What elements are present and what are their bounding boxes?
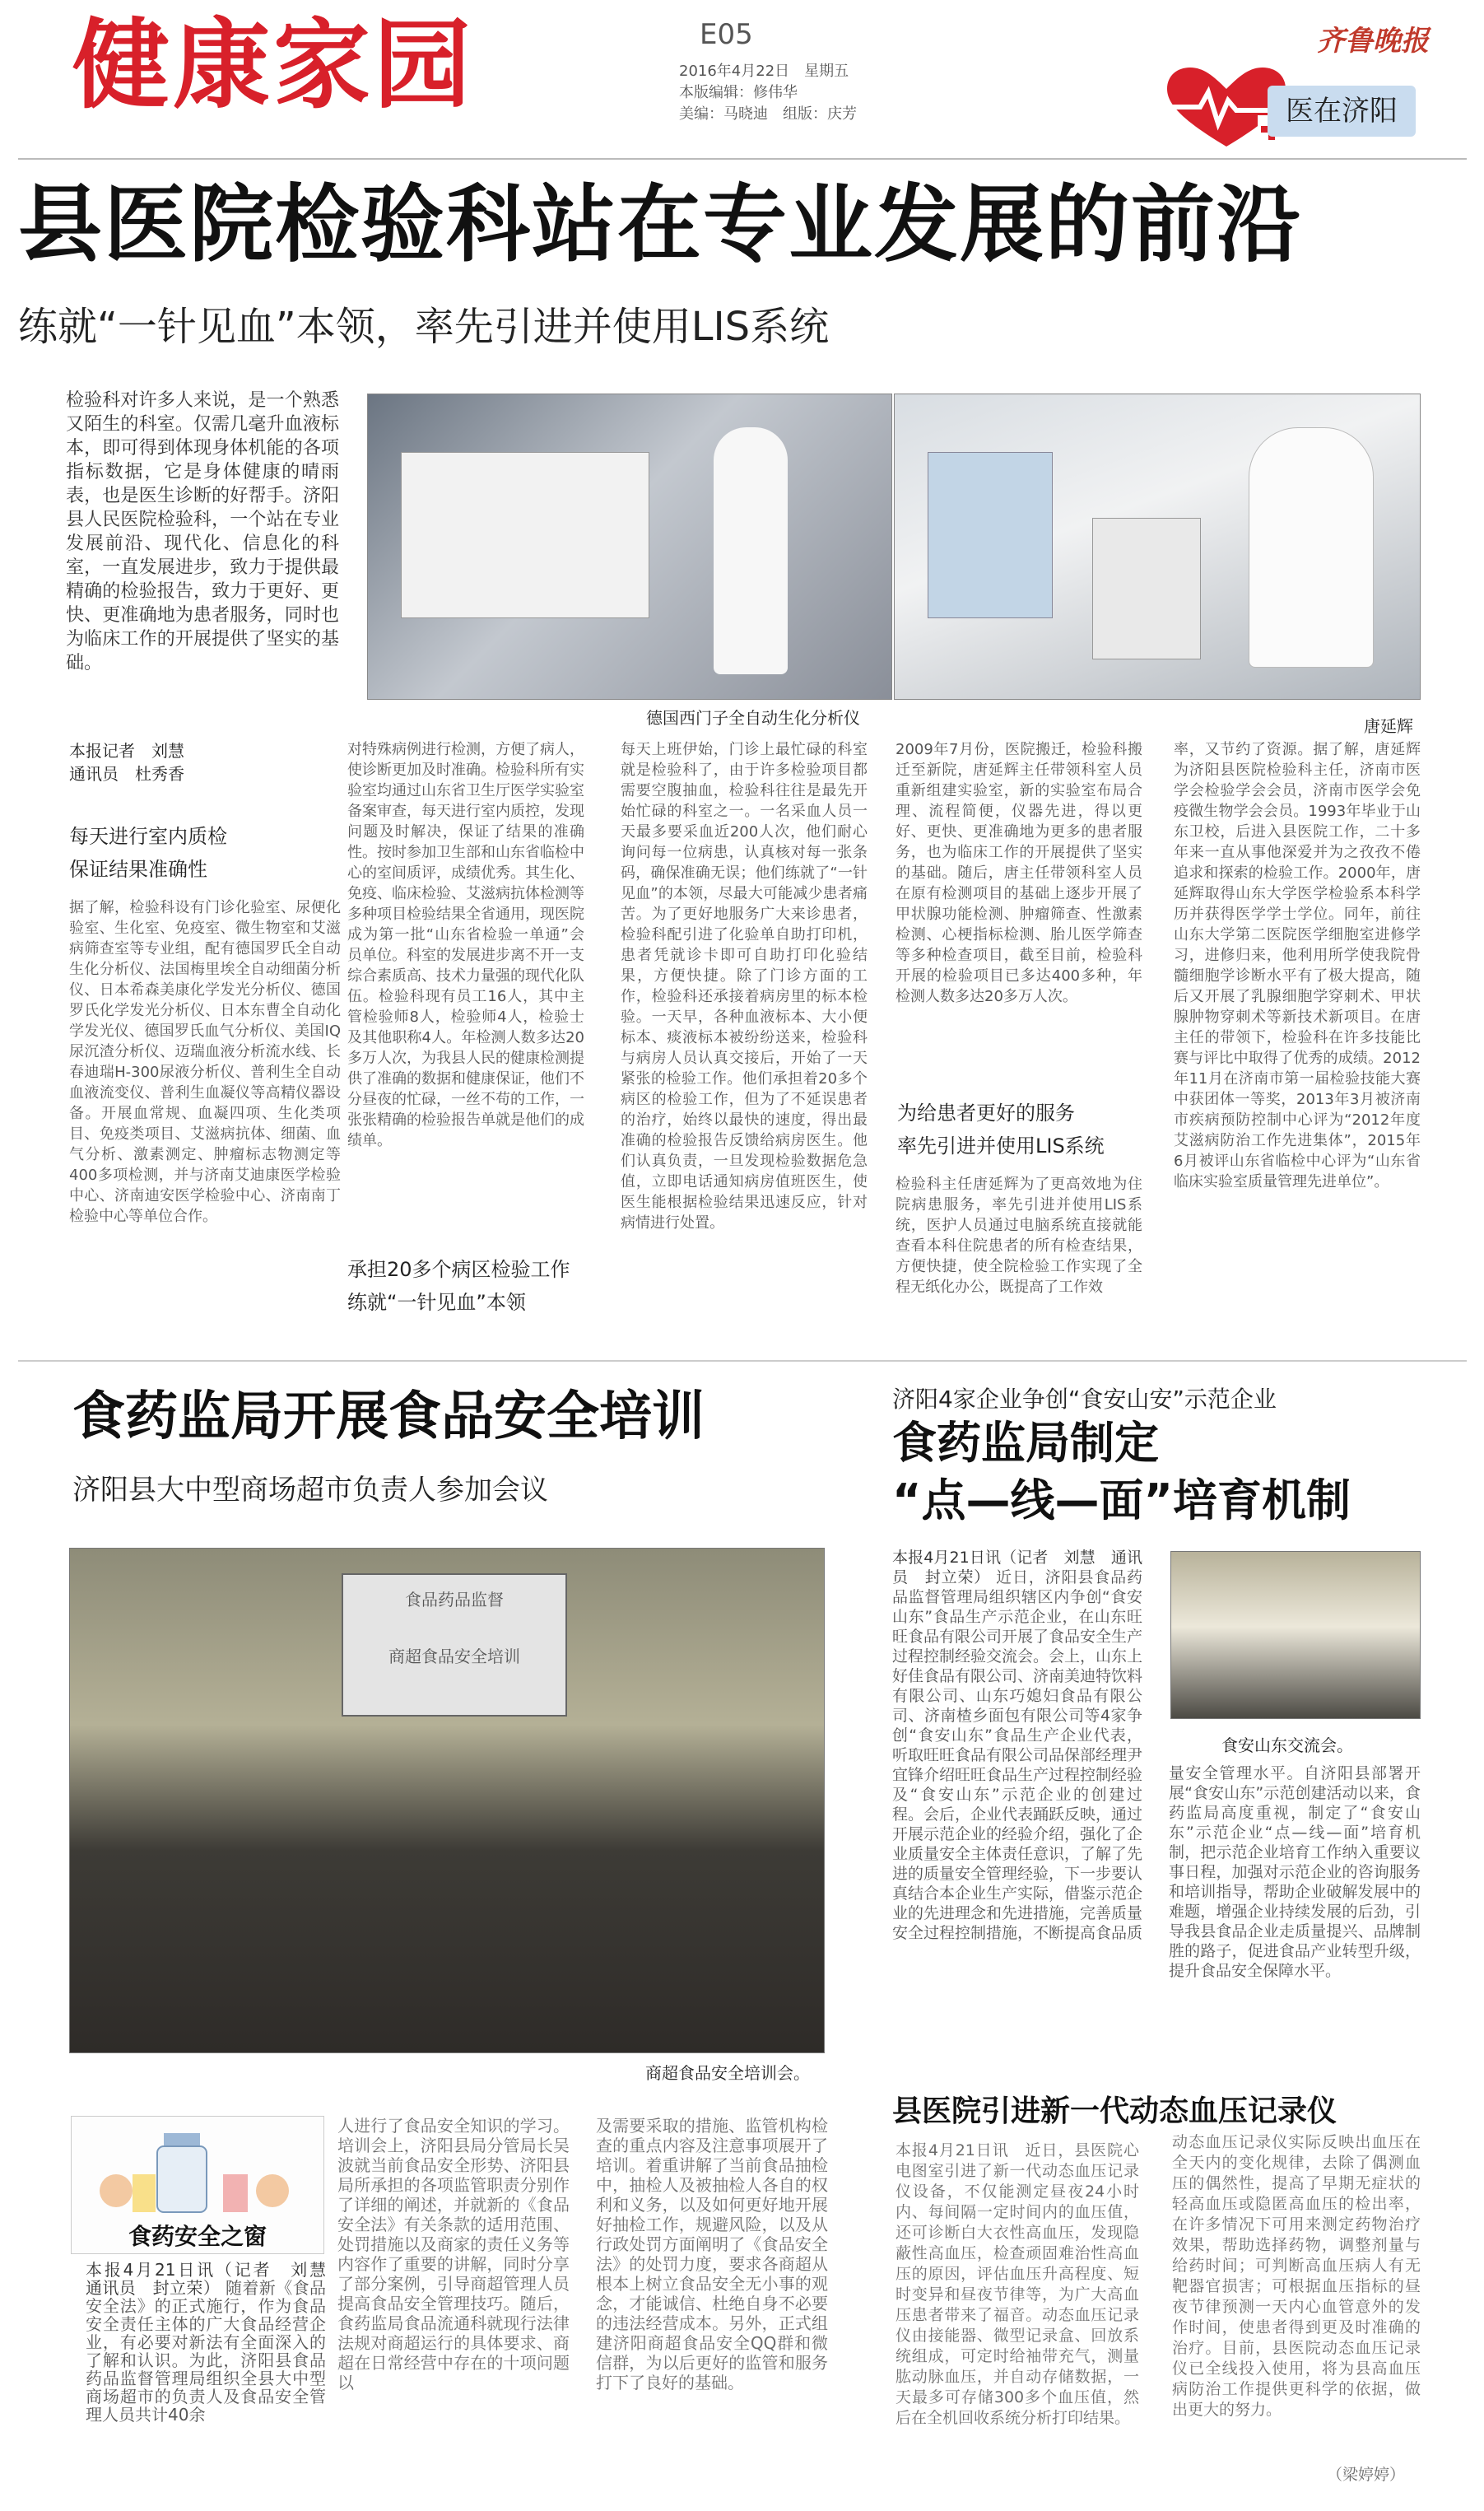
bookshelf-shape <box>928 452 1053 618</box>
lead-section-1-line1: 每天进行室内质检 <box>69 825 227 848</box>
doctor-figure <box>1249 427 1374 668</box>
lead-byline <box>69 739 184 785</box>
technician-figure <box>714 427 788 674</box>
story4-column-1: 本报4月21日讯 近日，县医院心电图室引进了新一代动态血压记录仪设备，不仅能测定昼夜24小时内、每间隔一定时间内的血压值，还可诊断白大衣性高血压，发现隐蔽性高血压，检查顽固难治性高血压的原因，评估血压升高程度、短时变异和昼夜节律等，为广大高血压患者带来了福音。动态血压记录仪由接能器、微型记录盒、回放系统组成，可定时给袖带充气，测量肱动脉血压，并自动存储数据，一天最多可存储300多个血压值，然后在全机回收系统分析打印结果。 <box>896 2141 1139 2427</box>
story3-column-1 <box>892 1548 1142 2053</box>
lead-column-4-top: 2009年7月份，医院搬迁，检验科搬迁至新院，唐延辉主任带领科室人员重新组建实验室，新的实验室布局合理、流程简便，仪器先进，得以更好、更快、更准确地为更多的患者服务，也为临床工作的开展提供了坚实的基础。随后，唐主任带领科室人员在原有检测项目的基础上逐步开展了甲状腺功能检测、肿瘤筛查、性激素检测、心梗指标检测、胎儿医学筛查等多种检查项目，截至目前，检验科开展的检验项目已多达400多种，年检测人数多达20多万人次。 <box>896 741 1142 1005</box>
story4-byline: （梁婷婷） <box>1327 2466 1406 2484</box>
lead-headline: 县医院检验科站在专业发展的前沿 <box>18 176 1302 274</box>
lead-column-1: 据了解，检验科设有门诊化验室、尿便化验室、生化室、免疫室、微生物室和艾滋病筛查室等专业组，配有德国罗氏全自动生化分析仪、法国梅里埃全自动细菌分析仪、日本希森美康化学发光分析仪、德国罗氏化学发光分析仪、日本东曹全自动化学发光仪、德国罗氏血气分析仪、美国IQ尿沉渣分析仪、迈瑞血液分析流水线、长春迪瑞H-300尿液分析仪、普利生全自动血液流变仪、普利生血凝仪等高精仪器设备。开展血常规、血凝四项、生化类项目、免疫类项目、艾滋病抗体、细菌、血气分析、激素测定、肿瘤标志物测定等400多项检测，并与济南艾迪康医学检验中心、济南迪安医学检验中心、济南南丁检验中心等单位合作。 <box>69 899 341 1225</box>
food-safety-window-logo <box>71 2116 324 2254</box>
lead-subhead: 练就“一针见血”本领，率先引进并使用LIS系统 <box>18 304 830 350</box>
editor-line: 本版编辑：修伟华 <box>679 84 798 101</box>
lead-column-4-bottom: 检验科主任唐延辉为了更高效地为住院病患服务，率先引进并使用LIS系统，医护人员通过电脑系统直接就能查看本科住院患者的所有检查结果，方便快捷，使全院检验工作实现了全程无纸化办公，既提高了工作效 <box>896 1176 1142 1296</box>
story2-column-3: 及需要采取的措施、监管机构检查的重点内容及注意事项展开了培训。着重讲解了当前食品抽检中，抽检人及被抽检人各自的权利和义务，以及如何更好地开展好抽检工作，规避风险，以及从行政处罚方面阐明了《食品安全法》的处罚力度，要求各商超从根本上树立食品安全无小事的观念，才能诚信、杜绝自身不必要的违法经营成本。另外，正式组建济阳商超食品安全QQ群和微信群，为以后更好的监管和服务打下了良好的基础。 <box>596 2116 828 2392</box>
story2-body-1: 随着新《食品安全法》的正式施行，作为食品安全责任主体的广大食品经营企业，有必要对新法有全面深入的了解和认识。为此，济阳县食品药品监督管理局组织全县大中型商场超市的负责人及食品安全管理人员共计40余 <box>86 2278 327 2425</box>
section-masthead-title: 健康家园 <box>72 8 475 122</box>
lead-section-3-line2: 率先引进并使用LIS系统 <box>897 1134 1105 1158</box>
portrait-photo <box>894 394 1421 700</box>
food-safety-window-label: 食药安全之窗 <box>128 2223 267 2250</box>
portrait-photo-caption: 唐延辉 <box>1364 716 1413 736</box>
paper-logo: 齐鲁晚报 <box>1317 25 1429 58</box>
story4-headline: 县医院引进新一代动态血压记录仪 <box>892 2094 1337 2128</box>
lead-intro: 检验科对许多人来说，是一个熟悉又陌生的科室。仅需几毫升血液标本，即可得到体现身体机能的各项指标数据，它是身体健康的晴雨表，也是医生诊断的好帮手。济阳县人民医院检验科，一个站在专业发展前沿、现代化、信息化的科室，一直发展进步，致力于提供最精确的检验报告，致力于更好、更快、更准确地为患者服务，同时也为临床工作的开展提供了坚实的基础。 <box>66 390 339 673</box>
story3-kicker: 济阳4家企业争创“食安山安”示范企业 <box>892 1386 1277 1413</box>
lead-section-3-heading <box>897 1097 1105 1162</box>
story4-column-2: 动态血压记录仪实际反映出血压在全天内的变化规律，去除了偶测血压的偶然性，提高了早期无症状的轻高血压或隐匿高血压的检出率，在许多情况下可用来测定药物治疗效果，帮助选择药物，调整剂量与给药时间；可判断高血压病人有无靶器官损害；可根据血压指标的昼夜节律预测一天内心血管意外的发作时间，使患者得到更及时准确的治疗。目前，县医院动态血压记录仪已全线投入使用，将为县高血压病防治工作提供更科学的依据，做出更大的努力。 <box>1172 2133 1421 2419</box>
lead-section-1-line2: 保证结果准确性 <box>69 858 207 881</box>
story2-byline: 本报4月21日讯（记者 刘慧 通讯员 封立荣） <box>86 2260 342 2298</box>
story2-column-2: 人进行了食品安全知识的学习。培训会上，济阳县局分管局长吴波就当前食品安全形势、济阳县局所承担的各项监管职责分别作了详细的阐述，并就新的《食品安全法》有关条款的适用范围、处罚措施以及商家的责任义务等内容作了重要的讲解，同时分享了部分案例，引导商超管理人员提高食品安全管理技巧。随后，食药监局食品流通科就现行法律法规对商超运行的具体要求、商超在日常经营中存在的十项问题以 <box>337 2116 570 2392</box>
screen-title: 食品药品监督 <box>405 1590 504 1610</box>
analyzer-photo <box>367 394 892 700</box>
lead-section-1-heading <box>69 820 227 886</box>
story3-body-1: 近日，济阳县食品药品监督管理局组织辖区内争创“食安山东”食品生产示范企业，在山东旺旺食品有限公司开展了食品安全生产过程控制经验交流会。会上，山东上好佳食品有限公司、济南美迪特饮料有限公司、山东巧媳妇食品有限公司、济南楂乡面包有限公司等4家争创“食安山东”食品生产企业代表，听取旺旺食品有限公司品保部经理尹宜锋介绍旺旺食品生产过程控制经验及“食安山东”示范企业的创建过程。会后，企业代表踊跃反映，通过开展示范企业的经验介绍，强化了企业质量安全主体责任意识，了解了先进的质量安全管理经验，下一步要认真结合本企业生产实际，借鉴示范企业的先进理念和先进措施，完善质量安全过程控制措施，不断提高食品质 <box>892 1568 1143 1942</box>
training-photo-caption: 商超食品安全培训会。 <box>645 2063 810 2083</box>
lead-reporter: 本报记者 刘慧 <box>69 741 184 761</box>
screen-subtitle: 商超食品安全培训 <box>388 1647 520 1666</box>
story3-headline-line1: 食药监局制定 <box>892 1417 1159 1469</box>
exchange-meeting-photo <box>1170 1551 1421 1719</box>
page-number: E05 <box>700 18 753 51</box>
training-photo <box>69 1548 825 2053</box>
lead-correspondent: 通讯员 杜秀香 <box>69 764 184 784</box>
pill-bottle-icon <box>83 2125 312 2217</box>
art-line: 美编：马晓迪 组版：庆芳 <box>679 105 857 123</box>
story2-subhead: 济阳县大中型商场超市负责人参加会议 <box>72 1474 548 1507</box>
story3-column-2: 量安全管理水平。自济阳县部署开展“食安山东”示范创建活动以来，食药监局高度重视，制定了“食安山东”示范企业“点—线—面”培育机制，把示范企业培育工作纳入重要议事日程，加强对示范企业的咨询服务和培训指导，帮助企业破解发展中的难题，增强企业持续发展的后劲，引导我县食品企业走质量提兴、品牌制胜的路子，促进食品产业转型升级，提升食品安全保障水平。 <box>1169 1764 1421 1980</box>
lead-section-3-line1: 为给患者更好的服务 <box>897 1102 1075 1125</box>
projection-screen <box>342 1573 567 1717</box>
date-line: 2016年4月22日 星期五 <box>679 63 849 80</box>
microscope-shape <box>1092 518 1201 659</box>
lead-section-2-heading <box>347 1253 570 1319</box>
story3-byline: 本报4月21日讯（记者 刘慧 通讯员 封立荣） <box>892 1549 1142 1586</box>
story2-headline: 食药监局开展食品安全培训 <box>72 1386 705 1447</box>
story3-headline-line2: “点—线—面”培育机制 <box>892 1474 1351 1526</box>
column-badge: 医在济阳 <box>1268 86 1416 137</box>
masthead-divider <box>18 158 1467 160</box>
lead-bottom-divider <box>18 1360 1467 1362</box>
masthead-meta <box>679 61 857 125</box>
lead-column-3: 每天上班伊始，门诊上最忙碌的科室就是检验科了，由于许多检验项目都需要空腹抽血，检验科往往是最先开始忙碌的科室之一。一名采血人员一天最多要采血近200人次，他们耐心询问每一位病患，认真核对每一张条码，确保准确无误；他们练就了“一针见血”的本领，尽最大可能减少患者痛苦。为了更好地服务广大来诊患者，检验科配引进了化验单自助打印机，患者凭就诊卡即可自助打印化验结果，方便快捷。除了门诊方面的工作，检验科还承接着病房里的标本检验。一天早，各种血液标本、大小便标本、痰液标本被纷纷送来，检验科与病房人员认真交接后，开始了一天紧张的检验工作。他们承担着20多个病区的检验工作，但为了不延误患者的治疗，始终以最快的速度，得出最准确的检验报告反馈给病房医生。他们认真负责，一旦发现检验数据危急值，立即电话通知病房值班医生，使医生能根据检验结果迅速反应，针对病情进行处置。 <box>621 741 868 1232</box>
analyzer-machine-shape <box>401 452 649 618</box>
story2-column-1 <box>86 2260 342 2483</box>
analyzer-photo-caption: 德国西门子全自动生化分析仪 <box>646 708 860 728</box>
lead-column-2: 对特殊病例进行检测，方便了病人，使诊断更加及时准确。检验科所有实验室均通过山东省卫生厅医学实验室备案审查，每天进行室内质控，发现问题及时解决，保证了结果的准确性。按时参加卫生部和山东省临检中心的室间质评，成绩优秀。其生化、免疫、临床检验、艾滋病抗体检测等多种项目检验结果全省通用，现医院成为第一批“山东省检验一单通”会员单位。科室的发展进步离不开一支综合素质高、技术力量强的现代化队伍。检验科现有员工16人，其中主管检验师8人，检验师4人，检验士及其他职称4人。年检测人数多达20多万人次，为我县人民的健康检测提供了准确的数据和健康保证，他们不分昼夜的忙碌，一丝不苟的工作，一张张精确的检验报告单就是他们的成绩单。 <box>347 741 584 1149</box>
lead-section-2-line1: 承担20多个病区检验工作 <box>347 1258 570 1281</box>
exchange-meeting-caption: 食安山东交流会。 <box>1221 1735 1353 1755</box>
lead-section-2-line2: 练就“一针见血”本领 <box>347 1291 526 1314</box>
lead-column-5: 率，又节约了资源。据了解，唐延辉为济阳县医院检验科主任，济南市医学会检验学会会员，济南市医学会免疫微生物学会会员。1993年毕业于山东卫校，后进入县医院工作，二十多年来一直从事他深爱并为之孜孜不倦追求和探索的检验工作。2000年，唐延辉取得山东大学医学检验系本科学历并获得医学学士学位。同年，前往山东大学第二医院医学细胞室进修学习，进修归来，他利用所学使我院骨髓细胞学诊断水平有了极大提高，随后又开展了乳腺细胞学穿刺术、甲状腺肿物穿刺术等新技术新项目。在唐主任的带领下，检验科在许多技能比赛与评比中取得了优秀的成绩。2012年11月在济南市第一届检验技能大赛中获团体一等奖，2013年3月被济南市疾病预防控制中心评为“2012年度艾滋病防治工作先进集体”，2015年6月被评山东省临检中心评为“山东省临床实验室质量管理先进单位”。 <box>1174 741 1421 1190</box>
